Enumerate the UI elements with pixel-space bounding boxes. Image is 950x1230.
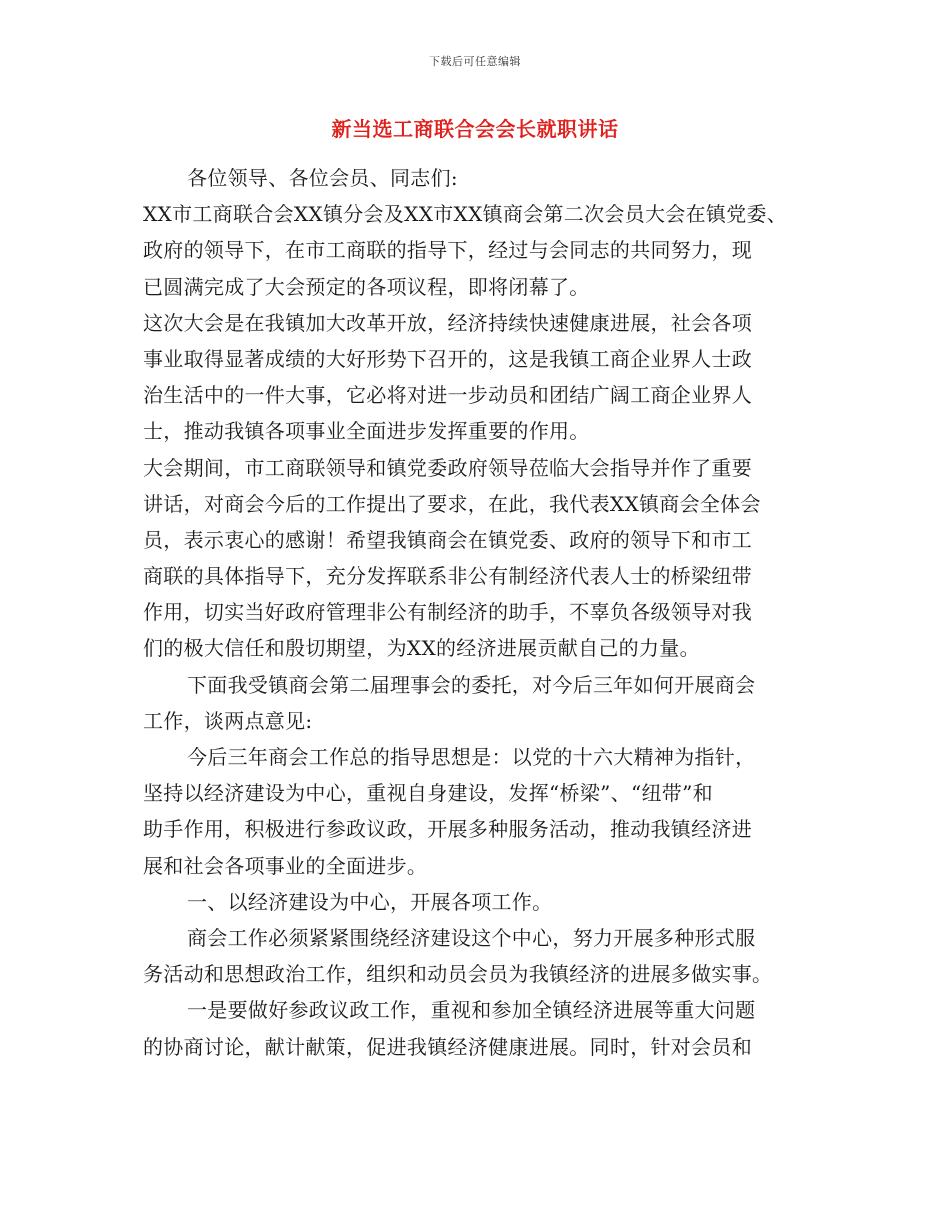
body-line: 们的极大信任和殷切期望，为XX的经济进展贡献自己的力量。: [143, 636, 700, 661]
body-line: 下面我受镇商会第二届理事会的委托，对今后三年如何开展商会: [187, 672, 756, 697]
body-line: 事业取得显著成绩的大好形势下召开的，这是我镇工商企业界人士政: [143, 346, 752, 371]
body-line: 坚持以经济建设为中心，重视自身建设，发挥“桥梁”、“纽带”和: [143, 781, 713, 806]
body-line: 已圆满完成了大会预定的各项议程，即将闭幕了。: [143, 274, 590, 299]
body-line: 员，表示衷心的感谢！希望我镇商会在镇党委、政府的领导下和市工: [143, 527, 752, 552]
body-line: 讲话，对商会今后的工作提出了要求，在此，我代表XX镇商会全体会: [143, 491, 761, 516]
body-line: 展和社会各项事业的全面进步。: [143, 853, 428, 878]
body-line: 作用，切实当好政府管理非公有制经济的助手，不辜负各级领导对我: [143, 600, 752, 625]
header-note: 下载后可任意编辑: [429, 55, 521, 68]
body-line: 助手作用，积极进行参政议政，开展多种服务活动，推动我镇经济进: [143, 817, 752, 842]
body-line: 政府的领导下，在市工商联的指导下，经过与会同志的共同努力，现: [143, 238, 752, 263]
body-line: 商会工作必须紧紧围绕经济建设这个中心，努力开展多种形式服: [187, 925, 756, 950]
body-line: 这次大会是在我镇加大改革开放，经济持续快速健康进展，社会各项: [143, 310, 752, 335]
body-line: 的协商讨论，献计献策，促进我镇经济健康进展。同时，针对会员和: [143, 1034, 752, 1059]
document-title: 新当选工商联合会会长就职讲话: [331, 117, 619, 141]
body-line: 今后三年商会工作总的指导思想是：以党的十六大精神为指针，: [187, 745, 756, 769]
body-line: 一、以经济建设为中心，开展各项工作。: [187, 889, 553, 914]
body-line: 商联的具体指导下，充分发挥联系非公有制经济代表人士的桥梁纽带: [143, 564, 752, 589]
body-line: 治生活中的一件大事，它必将对进一步动员和团结广阔工商企业界人: [143, 383, 752, 408]
body-line: 工作，谈两点意见:: [143, 708, 313, 733]
body-line: 大会期间，市工商联领导和镇党委政府领导莅临大会指导并作了重要: [143, 455, 752, 480]
body-line: 士，推动我镇各项事业全面进步发挥重要的作用。: [143, 419, 590, 444]
body-line: XX市工商联合会XX镇分会及XX市XX镇商会第二次会员大会在镇党委、: [143, 202, 788, 227]
body-line: 务活动和思想政治工作，组织和动员会员为我镇经济的进展多做实事。: [143, 962, 773, 987]
body-line: 一是要做好参政议政工作，重视和参加全镇经济进展等重大问题: [187, 998, 756, 1023]
body-line: 各位领导、各位会员、同志们:: [187, 166, 458, 190]
document-body: [143, 160, 843, 1065]
